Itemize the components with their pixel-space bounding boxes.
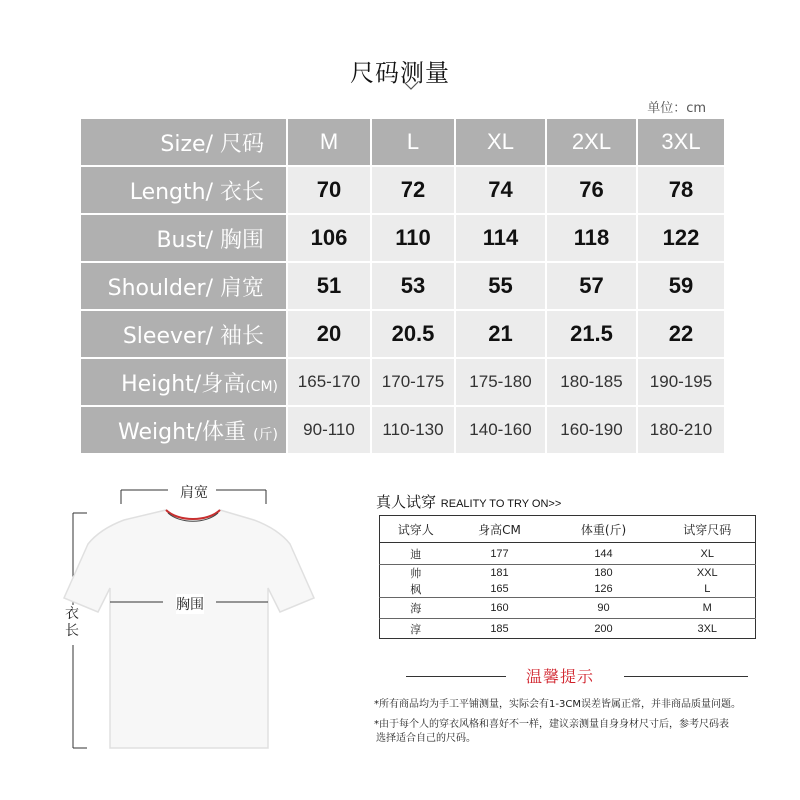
- table-cell: 200: [594, 622, 613, 635]
- table-cell: 57: [546, 262, 637, 310]
- table-cell: 55: [455, 262, 546, 310]
- size-chart-table: [79, 117, 726, 455]
- table-cell: 144: [548, 543, 660, 565]
- table-cell: 78: [637, 166, 725, 214]
- real-try-title-text: 真人试穿: [376, 493, 437, 511]
- table-cell: 190-195: [637, 358, 725, 406]
- table-cell: L: [660, 581, 756, 598]
- table-cell: 160: [452, 598, 548, 619]
- table-cell: 118: [546, 214, 637, 262]
- tshirt-measurement-diagram: [0, 470, 360, 770]
- size-column-header: 2XL: [546, 118, 637, 166]
- table-cell: 165: [452, 581, 548, 598]
- row-label-unit: (斤): [253, 426, 278, 443]
- column-header: 体重(斤): [548, 516, 660, 543]
- column-header: 身高CM: [452, 516, 548, 543]
- table-cell: 90: [548, 598, 660, 619]
- table-cell: 51: [287, 262, 371, 310]
- table-cell: 枫: [380, 581, 452, 598]
- row-label-text: Weight/体重: [118, 419, 247, 445]
- table-cell: M: [660, 598, 756, 619]
- table-cell: 175-180: [455, 358, 546, 406]
- table-cell: 70: [287, 166, 371, 214]
- table-cell: 180-185: [546, 358, 637, 406]
- bust-row: [80, 214, 725, 262]
- row-label: [80, 406, 287, 454]
- size-header-row: [80, 118, 725, 166]
- tips-note-2-line-1: *由于每个人的穿衣风格和喜好不一样，建议亲测量自身身材尺寸后，参考尺码表: [374, 719, 729, 730]
- table-cell: 淳: [410, 622, 422, 636]
- table-cell: 177: [452, 543, 548, 565]
- table-cell: 160-190: [546, 406, 637, 454]
- table-cell: 122: [637, 214, 725, 262]
- real-try-table: [379, 515, 756, 639]
- table-cell: 165-170: [287, 358, 371, 406]
- table-cell: 114: [455, 214, 546, 262]
- table-cell: 53: [371, 262, 455, 310]
- shoulder-label: 肩宽: [180, 482, 208, 502]
- height-row: [80, 358, 725, 406]
- table-row: [380, 581, 756, 598]
- row-label-text: Height/身高: [121, 371, 246, 397]
- length-label: 衣长: [65, 606, 79, 639]
- divider: [624, 676, 748, 677]
- table-cell: 110-130: [371, 406, 455, 454]
- weight-row: [80, 406, 725, 454]
- size-column-header: 3XL: [637, 118, 725, 166]
- table-cell: 72: [371, 166, 455, 214]
- table-cell: 76: [546, 166, 637, 214]
- table-cell: 21.5: [546, 310, 637, 358]
- table-cell: 126: [548, 581, 660, 598]
- row-label: Shoulder/ 肩宽: [80, 262, 287, 310]
- column-header: 试穿人: [380, 516, 452, 543]
- table-cell: 106: [287, 214, 371, 262]
- size-header-label: Size/ 尺码: [80, 118, 287, 166]
- table-cell: XL: [660, 543, 756, 565]
- tips-note-1: *所有商品均为手工平铺测量，实际会有1-3CM误差皆属正常，并非商品质量问题。: [374, 699, 741, 710]
- table-row: [380, 565, 756, 582]
- table-cell: 74: [455, 166, 546, 214]
- tshirt-icon: [64, 510, 314, 748]
- table-cell: 海: [380, 598, 452, 619]
- table-cell: 帅: [410, 567, 422, 580]
- table-cell: 170-175: [371, 358, 455, 406]
- table-cell: 180-210: [637, 406, 725, 454]
- real-try-header-row: [380, 516, 756, 543]
- row-label: Length/ 衣长: [80, 166, 287, 214]
- size-column-header: L: [371, 118, 455, 166]
- table-cell: 20.5: [371, 310, 455, 358]
- sleeve-row: [80, 310, 725, 358]
- row-label: Bust/ 胸围: [80, 214, 287, 262]
- table-cell: 59: [637, 262, 725, 310]
- row-label: [80, 358, 287, 406]
- shoulder-row: [80, 262, 725, 310]
- table-cell: 185: [490, 622, 509, 635]
- chevron-down-icon: [403, 80, 419, 92]
- table-cell: 110: [371, 214, 455, 262]
- table-cell: 迪: [380, 543, 452, 565]
- table-row: [380, 543, 756, 565]
- tips-note-2-line-2: 选择适合自己的尺码。: [376, 733, 476, 744]
- size-column-header: M: [287, 118, 371, 166]
- table-cell: 22: [637, 310, 725, 358]
- length-row: [80, 166, 725, 214]
- page-title: 尺码测量: [350, 59, 450, 87]
- table-cell: 181: [490, 567, 509, 579]
- row-label: Sleever/ 袖长: [80, 310, 287, 358]
- real-try-title: [376, 491, 561, 512]
- row-label-unit: (CM): [245, 378, 278, 395]
- unit-label: 单位：cm: [647, 101, 706, 116]
- table-cell: 180: [594, 567, 613, 579]
- table-row: [380, 598, 756, 619]
- column-header: 试穿尺码: [660, 516, 756, 543]
- bust-label: 胸围: [176, 594, 204, 614]
- table-row: [380, 619, 756, 639]
- size-column-header: XL: [455, 118, 546, 166]
- table-cell: 21: [455, 310, 546, 358]
- table-cell: 20: [287, 310, 371, 358]
- real-try-title-en: REALITY TO TRY ON>>: [440, 498, 562, 510]
- table-cell: 90-110: [287, 406, 371, 454]
- table-cell: 140-160: [455, 406, 546, 454]
- tips-title: 温馨提示: [526, 667, 595, 686]
- table-cell: 3XL: [697, 622, 718, 635]
- table-cell: XXL: [696, 567, 718, 579]
- divider: [406, 676, 506, 677]
